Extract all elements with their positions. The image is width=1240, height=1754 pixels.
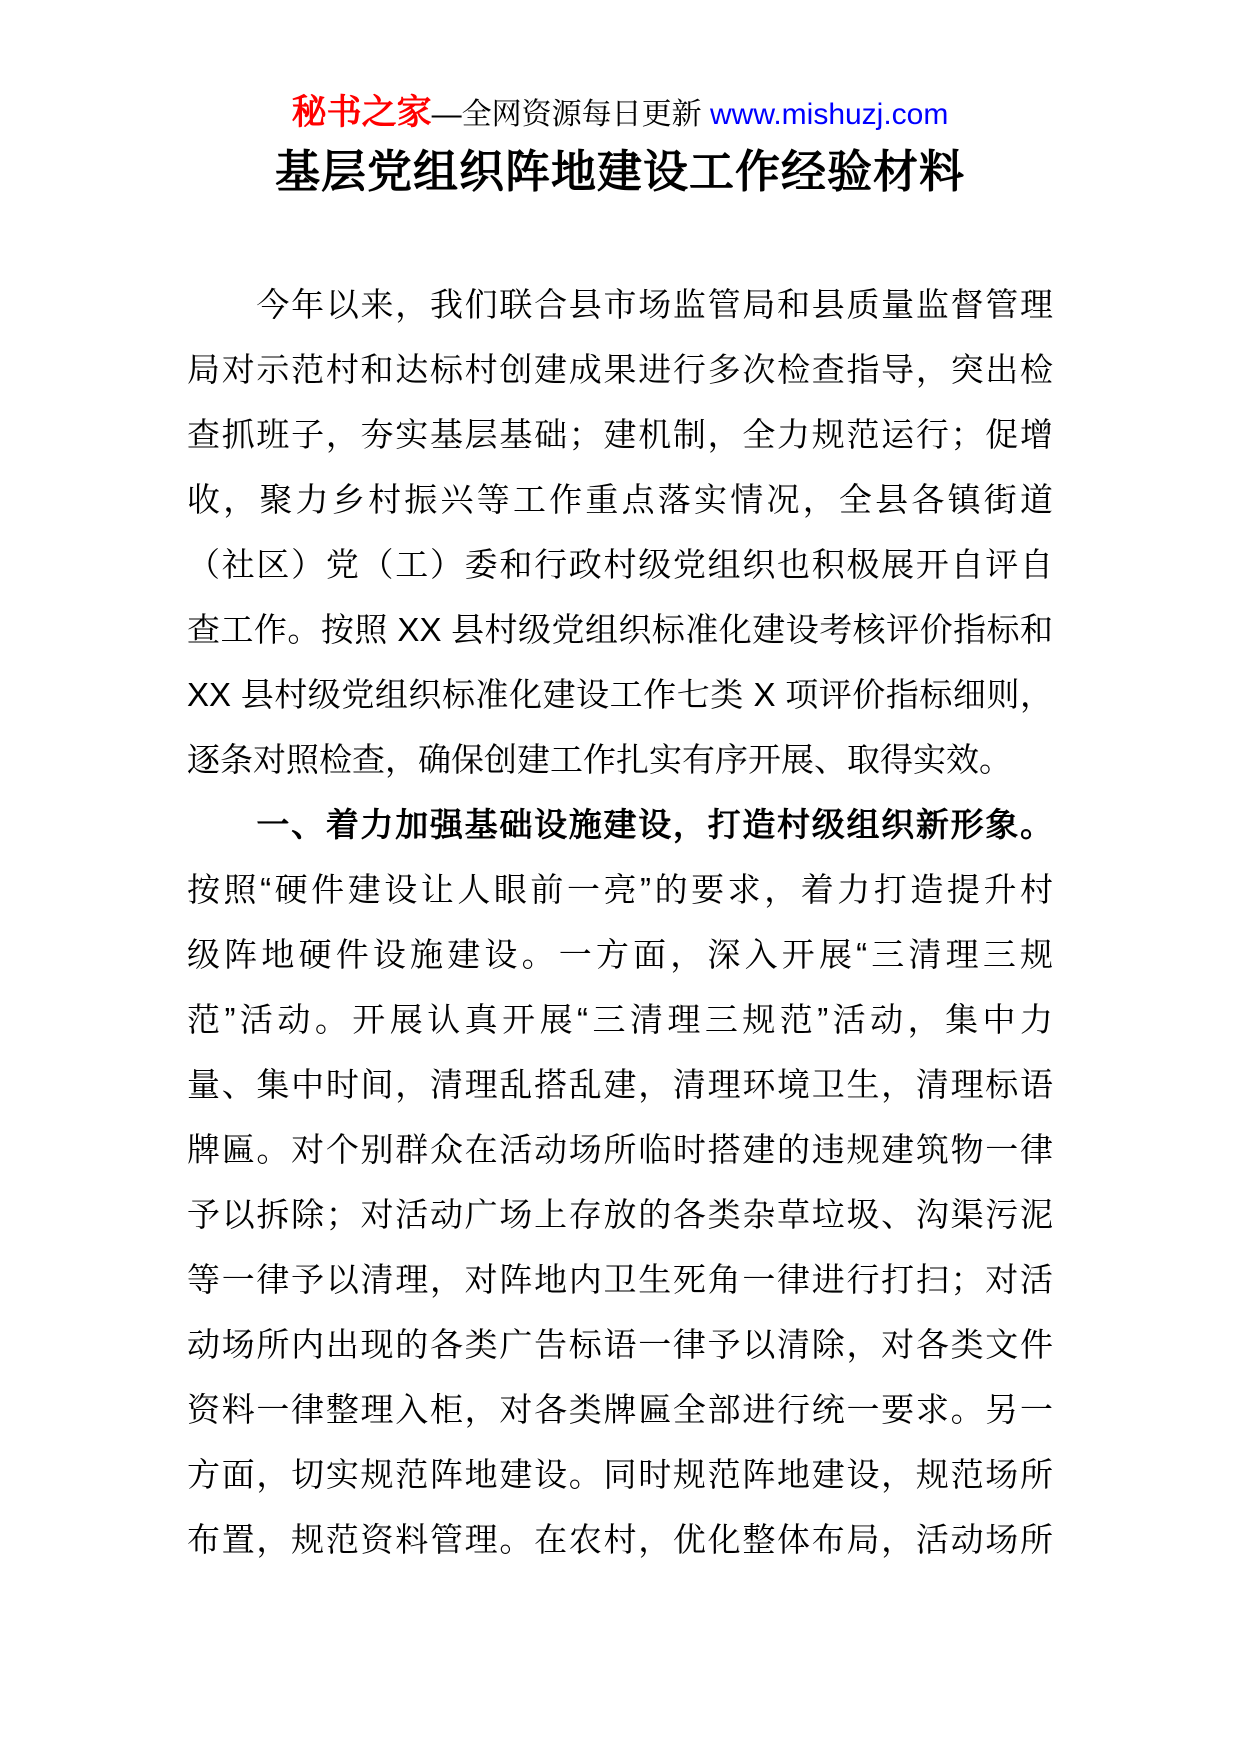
body-line: （社区）党（工）委和行政村级党组织也积极展开自评自 (187, 546, 1053, 583)
paragraph (187, 272, 1053, 792)
body-line: 查抓班子，夯实基层基础；建机制，全力规范运行；促增 (187, 416, 1053, 453)
body-line: 资料一律整理入柜，对各类牌匾全部进行统一要求。另一 (187, 1391, 1053, 1428)
body-line: 予以拆除；对活动广场上存放的各类杂草垃圾、沟渠污泥 (187, 1196, 1053, 1233)
body-line: 量、集中时间，清理乱搭乱建，清理环境卫生，清理标语 (187, 1066, 1053, 1103)
document-body (187, 272, 1053, 1572)
body-line: 局对示范村和达标村创建成果进行多次检查指导，突出检 (187, 351, 1053, 388)
body-line: 今年以来，我们联合县市场监管局和县质量监督管理 (187, 286, 1053, 323)
body-line: 范”活动。开展认真开展“三清理三规范”活动，集中力 (187, 1001, 1053, 1038)
body-line: 布置，规范资料管理。在农村，优化整体布局，活动场所 (187, 1521, 1053, 1558)
document-title: 基层党组织阵地建设工作经验材料 (274, 146, 965, 197)
site-brand: 秘书之家 (291, 93, 432, 132)
body-line: 等一律予以清理，对阵地内卫生死角一律进行打扫；对活 (187, 1261, 1053, 1298)
paragraph (187, 792, 1053, 1572)
body-line: XX 县村级党组织标准化建设工作七类 X 项评价指标细则， (187, 676, 1053, 713)
body-line: 逐条对照检查，确保创建工作扎实有序开展、取得实效。 (187, 741, 1012, 778)
site-header (0, 90, 1240, 138)
body-line: 级阵地硬件设施建设。一方面，深入开展“三清理三规 (187, 936, 1053, 973)
body-line: 按照“硬件建设让人眼前一亮”的要求，着力打造提升村 (187, 871, 1053, 908)
body-line: 牌匾。对个别群众在活动场所临时搭建的违规建筑物一律 (187, 1131, 1053, 1168)
body-line: 动场所内出现的各类广告标语一律予以清除，对各类文件 (187, 1326, 1053, 1363)
section-heading-line: 一、着力加强基础设施建设，打造村级组织新形象。 (187, 806, 1053, 843)
site-tagline: —全网资源每日更新 (431, 98, 710, 131)
body-line: 查工作。按照 XX 县村级党组织标准化建设考核评价指标和 (187, 611, 1053, 648)
body-line: 方面，切实规范阵地建设。同时规范阵地建设，规范场所 (187, 1456, 1053, 1493)
body-line: 收，聚力乡村振兴等工作重点落实情况，全县各镇街道 (187, 481, 1053, 518)
site-url-link[interactable]: www.mishuzj.com (709, 98, 949, 131)
